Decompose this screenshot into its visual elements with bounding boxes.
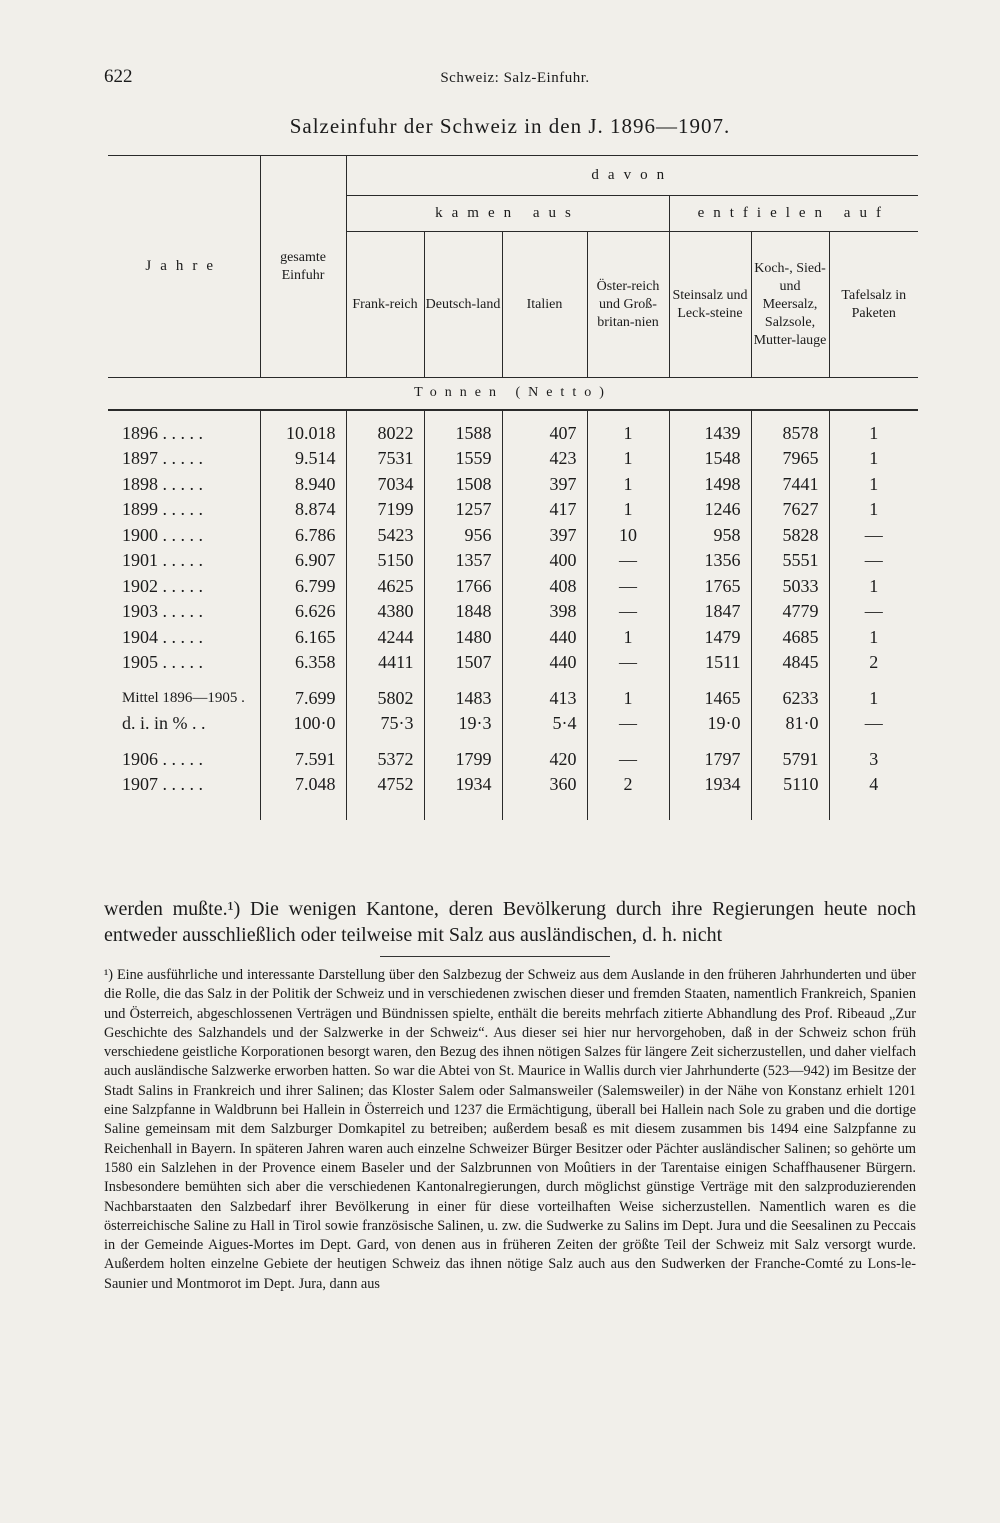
table-cell: 7034: [346, 472, 424, 498]
table-cell: 7199: [346, 497, 424, 523]
header-kamen-aus: kamen aus: [346, 196, 669, 232]
table-cell: 6.358: [260, 650, 346, 676]
table-cell: 1799: [424, 747, 502, 773]
header-oesterreich: Öster-reich und Groß-britan-nien: [587, 232, 669, 378]
table-cell: 5·4: [502, 711, 587, 737]
table-cell: 1507: [424, 650, 502, 676]
table-cell: 1: [869, 499, 879, 520]
table-cell: 1: [587, 497, 669, 523]
table-cell: 2: [587, 772, 669, 798]
row-label: Mittel 1896—1905 .: [108, 686, 260, 712]
table-cell: 3: [869, 748, 879, 769]
row-label: 1897 . . . . .: [108, 446, 260, 472]
table-cell: 1257: [424, 497, 502, 523]
table-cell: 7.048: [260, 772, 346, 798]
table-cell: 1: [869, 448, 879, 469]
table-cell: 1: [587, 472, 669, 498]
table-cell: 1766: [424, 574, 502, 600]
table-cell: 4380: [346, 599, 424, 625]
table-cell: 75·3: [346, 711, 424, 737]
table-cell: 1: [869, 687, 879, 708]
table-cell: 1356: [669, 548, 751, 574]
page-number: 622: [104, 66, 133, 87]
table-cell: 1: [587, 625, 669, 651]
row-label: 1900 . . . . .: [108, 523, 260, 549]
header-italien: Italien: [502, 232, 587, 378]
table-cell: 360: [502, 772, 587, 798]
table-cell: 1479: [669, 625, 751, 651]
row-label: 1903 . . . . .: [108, 599, 260, 625]
table-cell: 1: [869, 575, 879, 596]
table-cell: 100·0: [260, 711, 346, 737]
table-cell: 423: [502, 446, 587, 472]
table-cell: 4845: [751, 650, 829, 676]
table-cell: 6.165: [260, 625, 346, 651]
table-cell: —: [587, 711, 669, 737]
footnote: ¹) Eine ausführliche und interessante Darstellung über den Salzbezug der Schweiz aus dem Auslande in den früheren Jahrhunderten und über die Rolle, die das Salz in der Politik der Schweiz und in verschiedenen zwischen dieser und fremden Staaten, namentlich Frankreich, Spanien und Österreich, abgeschlossenen Verträgen und Bündnissen spielte, enthält die bereits mehrfach zitierte Abhandlung des Prof. Ribeaud „Zur Geschichte des Salzhandels und der Salzwerke in der Schweiz“. Aus dieser sei hier nur hervorgehoben, daß in der Schweiz schon früh verschiedene geistliche Korporationen besorgt waren, den Bezug des ihnen nötigen Salzes für längere Zeit sicherzustellen, und daher vielfach auch ausländische Salzwerke erworben hatten. So war die Abtei von St. Maurice in Wallis durch vier Jahrhunderte (523—942) im Besitze der Stadt Salins in Frankreich und ihrer Salinen; das Kloster Salem oder Salmansweiler (Salemsweiler) in der Nähe von Konstanz erhielt 1201 eine Salzpfanne in Waldbrunn bei Hallein in Österreich und 1237 die Ermächtigung, überall bei Hallein nach Sole zu graben und die dortige Saline gemeinsam mit dem Salzburger Domkapitel zu betreiben; außerdem besaß es mit diesem zusammen bis 1494 eine Salzpfanne zu Reichenhall in Bayern. In späteren Jahren waren auch einzelne Schweizer Bürger Besitzer oder Pächter ausländischer Salinen; so gehörte um 1580 ein Salzlehen in der Provence einem Baseler und der Salzbrunnen von Moûtiers in der Tarentaise einigen Schaffhausener Bürgern. Insbesondere bemühten sich aber die verschiedenen Kantonalregierungen, durch möglichst günstige Verträge mit den salzproduzierenden Nachbarstaaten den Salzbedarf ihrer Bevölkerung in einer für diese vorteilhaften Weise sicherzustellen. Namentlich waren es die österreichische Saline zu Hall in Tirol sowie französische Salinen, u. zw. die Sudwerke zu Salins im Dept. Jura und die Seesalinen zu Peccais in der Gemeinde Aigues-Mortes im Dept. Gard, von denen aus in früheren Zeiten der größte Teil der Schweiz mit Salz versorgt wurde. Außerdem holten einzelne Gebiete der heutigen Schweiz das ihnen nötige Salz auch aus den Sudwerken der Franche-Comté zu Lons-le-Saunier und Montmorot im Dept. Jura, dann aus: [104, 967, 916, 1292]
table-cell: —: [587, 548, 669, 574]
header-entfielen-auf: entfielen auf: [669, 196, 918, 232]
header-deutschland: Deutsch-land: [424, 232, 502, 378]
table-cell: 7.591: [260, 747, 346, 773]
table-cell: 1465: [669, 686, 751, 712]
header-jahre: Jahre: [108, 156, 260, 378]
table-row: [108, 421, 918, 447]
mittel-row: [108, 686, 918, 712]
table-cell: 5423: [346, 523, 424, 549]
table-cell: 81·0: [751, 711, 829, 737]
table-cell: 5551: [751, 548, 829, 574]
table-cell: 1934: [424, 772, 502, 798]
table-cell: 398: [502, 599, 587, 625]
table-cell: 4625: [346, 574, 424, 600]
table-cell: 400: [502, 548, 587, 574]
table-cell: 413: [502, 686, 587, 712]
table-cell: 1: [587, 421, 669, 447]
table-cell: 1848: [424, 599, 502, 625]
table-cell: 408: [502, 574, 587, 600]
table-cell: 7.699: [260, 686, 346, 712]
table-cell: 1934: [669, 772, 751, 798]
table-cell: 5802: [346, 686, 424, 712]
table-cell: —: [587, 599, 669, 625]
table-cell: —: [587, 574, 669, 600]
table-cell: 10: [587, 523, 669, 549]
table-cell: 5372: [346, 747, 424, 773]
table-row: [108, 574, 918, 600]
table-cell: 1765: [669, 574, 751, 600]
row-label: 1907 . . . . .: [108, 772, 260, 798]
table-cell: 8.940: [260, 472, 346, 498]
table-cell: 4411: [346, 650, 424, 676]
header-gesamte-einfuhr: gesamte Einfuhr: [260, 156, 346, 378]
table-cell: 4779: [751, 599, 829, 625]
table-row: [108, 472, 918, 498]
table-cell: 4752: [346, 772, 424, 798]
table-cell: 19·3: [424, 711, 502, 737]
table-cell: 1: [869, 422, 879, 443]
table-cell: 9.514: [260, 446, 346, 472]
table-cell: 1548: [669, 446, 751, 472]
table-cell: 397: [502, 472, 587, 498]
table-cell: —: [864, 550, 883, 571]
table-cell: 397: [502, 523, 587, 549]
table-body: [108, 410, 918, 820]
header-steinsalz: Steinsalz und Leck-steine: [669, 232, 751, 378]
table-cell: 6.786: [260, 523, 346, 549]
table-cell: 7441: [751, 472, 829, 498]
row-label: 1899 . . . . .: [108, 497, 260, 523]
table-title: Salzeinfuhr der Schweiz in den J. 1896—1907.: [289, 114, 731, 138]
table-cell: 7627: [751, 497, 829, 523]
table-cell: 4685: [751, 625, 829, 651]
table-cell: —: [864, 601, 883, 622]
table-cell: 1498: [669, 472, 751, 498]
table-cell: 6.799: [260, 574, 346, 600]
table-row: [108, 625, 918, 651]
table-cell: 2: [869, 652, 879, 673]
row-label: 1905 . . . . .: [108, 650, 260, 676]
table-cell: 1483: [424, 686, 502, 712]
table-cell: —: [864, 524, 883, 545]
table-cell: 8578: [751, 421, 829, 447]
table-cell: 1559: [424, 446, 502, 472]
row-label: d. i. in % . .: [108, 711, 260, 737]
table-cell: 4244: [346, 625, 424, 651]
salt-import-table: [108, 155, 918, 820]
table-cell: 958: [669, 523, 751, 549]
table-cell: 1246: [669, 497, 751, 523]
table-cell: 1439: [669, 421, 751, 447]
table-cell: 19·0: [669, 711, 751, 737]
table-cell: 1480: [424, 625, 502, 651]
header-kochsalz: Koch-, Sied- und Meersalz, Salzsole, Mutter-lauge: [751, 232, 829, 378]
table-cell: 5828: [751, 523, 829, 549]
table-cell: 5110: [751, 772, 829, 798]
row-label: 1896 . . . . .: [108, 421, 260, 447]
table-cell: 10.018: [260, 421, 346, 447]
table-cell: 1357: [424, 548, 502, 574]
table-cell: 1: [869, 473, 879, 494]
table-cell: 407: [502, 421, 587, 447]
table-cell: 5791: [751, 747, 829, 773]
header-frankreich: Frank-reich: [346, 232, 424, 378]
header-unit: Tonnen (Netto): [108, 378, 918, 410]
table-cell: 5033: [751, 574, 829, 600]
table-row: [108, 446, 918, 472]
table-cell: 7531: [346, 446, 424, 472]
table-cell: 1: [587, 446, 669, 472]
table-cell: 1: [587, 686, 669, 712]
table-cell: 417: [502, 497, 587, 523]
row-label: 1898 . . . . .: [108, 472, 260, 498]
table-cell: 7965: [751, 446, 829, 472]
table-cell: —: [864, 713, 883, 734]
table-row: [108, 747, 918, 773]
table-cell: —: [587, 747, 669, 773]
table-cell: 420: [502, 747, 587, 773]
table-cell: 6.626: [260, 599, 346, 625]
row-label: 1901 . . . . .: [108, 548, 260, 574]
table-cell: 8.874: [260, 497, 346, 523]
percent-row: [108, 711, 918, 737]
header-davon: davon: [346, 156, 918, 196]
table-row: [108, 650, 918, 676]
running-title: Schweiz: Salz-Einfuhr.: [440, 70, 590, 86]
row-label: 1902 . . . . .: [108, 574, 260, 600]
table-cell: 1: [869, 626, 879, 647]
table-cell: 1588: [424, 421, 502, 447]
table-cell: 1511: [669, 650, 751, 676]
table-cell: 1847: [669, 599, 751, 625]
body-paragraph: werden mußte.¹) Die wenigen Kantone, deren Bevölkerung durch ihre Regierungen heute noch entweder ausschließlich oder teilweise mit Salz aus ausländischen, d. h. nicht: [104, 898, 916, 946]
header-tafelsalz: Tafelsalz in Paketen: [841, 287, 907, 321]
table-cell: 440: [502, 625, 587, 651]
table-cell: 1508: [424, 472, 502, 498]
table-cell: 8022: [346, 421, 424, 447]
row-label: 1904 . . . . .: [108, 625, 260, 651]
table-row: [108, 599, 918, 625]
table-cell: 5150: [346, 548, 424, 574]
table-row: [108, 772, 918, 798]
table-row: [108, 497, 918, 523]
table-row: [108, 523, 918, 549]
table-cell: 6233: [751, 686, 829, 712]
table-cell: 4: [869, 774, 879, 795]
table-cell: 6.907: [260, 548, 346, 574]
table-row: [108, 548, 918, 574]
table-cell: 956: [424, 523, 502, 549]
row-label: 1906 . . . . .: [108, 747, 260, 773]
table-cell: —: [587, 650, 669, 676]
footnote-separator: [380, 956, 610, 957]
table-cell: 1797: [669, 747, 751, 773]
table-cell: 440: [502, 650, 587, 676]
